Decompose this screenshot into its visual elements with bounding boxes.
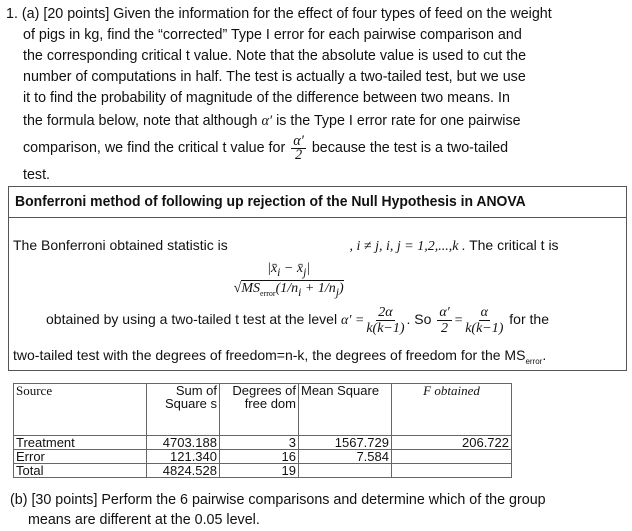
divider — [9, 217, 626, 218]
alpha-half-formula: $\frac{\alpha'}{2}$ — [293, 132, 304, 163]
formula-condition: , i ≠ j, i, j = 1,2,...,k . — [349, 239, 466, 254]
question-text — [6, 4, 626, 187]
q-line: number of computations in half. The test is actually a two-tailed test, but we use — [23, 69, 526, 85]
q-line: 1. (a) [20 points] Given the information for the effect of four types of feed on the weight — [6, 6, 552, 22]
text: The critical t is — [469, 237, 559, 253]
text: for the — [509, 311, 549, 328]
cell: Treatment — [14, 436, 147, 450]
cell — [299, 464, 392, 478]
col-header: Sum of Square s — [147, 384, 220, 436]
q-line: the corresponding critical t value. Note that the absolute value is used to cut the — [23, 48, 527, 64]
text: . So — [406, 311, 432, 328]
q-line — [6, 133, 626, 163]
cell: 121.340 — [147, 450, 220, 464]
text: is the Type I error rate for one pairwise — [272, 113, 521, 129]
q-line — [6, 109, 626, 133]
text: because the test is a two-tailed — [307, 140, 509, 156]
text: . — [542, 347, 547, 363]
part-b-line: means are different at the 0.05 level. — [28, 512, 260, 528]
table-row — [14, 436, 512, 450]
alpha-prime-formula: $\frac{2\alpha}{k(k-1)}$ — [366, 305, 405, 336]
col-header: Mean Square — [299, 384, 392, 436]
level-line: obtained by using a two-tailed t test at the level α′ = $\frac{2\alpha}{k(k-1)}$ . So $\frac{\alpha'}{2}$ = $\frac{\alpha}{k(k-1)}$ for the — [46, 305, 549, 336]
q-line: test. — [23, 167, 51, 183]
cell: 16 — [220, 450, 299, 464]
cell: 4824.528 — [147, 464, 220, 478]
bonferroni-box — [8, 186, 627, 371]
cell — [392, 450, 512, 464]
q-line: it to find the probability of magnitude of the difference between two means. In — [23, 90, 510, 106]
part-b — [10, 490, 546, 530]
stat-line — [13, 237, 559, 301]
cell: 3 — [220, 436, 299, 450]
col-header: Source — [14, 384, 147, 436]
alpha-half-formula: $\frac{\alpha}{k(k-1)}$ — [465, 305, 504, 336]
text: comparison, we find the critical t value for — [23, 140, 290, 156]
alpha-prime: α′ — [261, 113, 273, 129]
df-line — [13, 347, 546, 366]
subscript: error — [525, 356, 543, 366]
cell: Error — [14, 450, 147, 464]
text: the formula below, note that although — [23, 113, 262, 129]
table-row — [14, 450, 512, 464]
cell: 206.722 — [392, 436, 512, 450]
table-header — [14, 384, 512, 436]
cell: Total — [14, 464, 147, 478]
cell: 4703.188 — [147, 436, 220, 450]
text: The Bonferroni obtained statistic is — [13, 237, 228, 253]
text: two-tailed test with the degrees of freedom=n-k, the degrees of freedom for the MS — [13, 347, 526, 363]
cell: 1567.729 — [299, 436, 392, 450]
box-heading: Bonferroni method of following up rejection of the Null Hypothesis in ANOVA — [15, 193, 526, 210]
table-row — [14, 464, 512, 478]
text: obtained by using a two-tailed t test at the level — [46, 311, 338, 328]
anova-table — [13, 383, 512, 478]
q-line: of pigs in kg, find the “corrected” Type I error for each pairwise comparison and — [23, 27, 522, 43]
cell: 7.584 — [299, 450, 392, 464]
cell: 19 — [220, 464, 299, 478]
part-b-line: (b) [30 points] Perform the 6 pairwise comparisons and determine which of the group — [10, 492, 546, 508]
bonferroni-formula: $\frac{|x̄_i - x̄_j|}{√MS_{error}(1/n_i + 1/n_j)}$ — [233, 261, 344, 299]
col-header: F obtained — [392, 384, 512, 436]
cell — [392, 464, 512, 478]
col-header: Degrees of free dom — [220, 384, 299, 436]
